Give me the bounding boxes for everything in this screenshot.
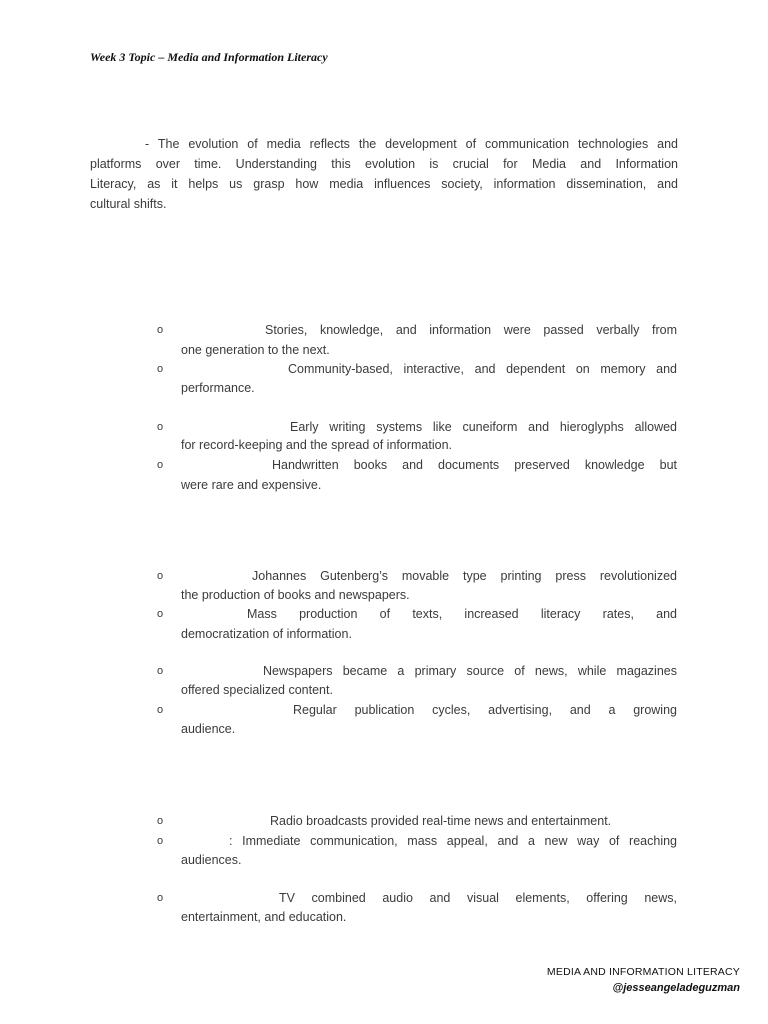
page-header-title: Week 3 Topic – Media and Information Literacy [90,50,328,64]
bullet-marker: o [157,421,164,433]
intro-line: cultural shifts. [90,197,167,211]
bullet-line: Radio broadcasts provided real-time news and entertainment. [270,814,612,828]
intro-line: - The evolution of media reflects the development of communication technologies and [145,137,678,151]
bullet-marker: o [157,570,164,582]
bullet-line: were rare and expensive. [181,478,322,492]
bullet-line: entertainment, and education. [181,910,347,924]
bullet-marker: o [157,324,164,336]
bullet-line: the production of books and newspapers. [181,588,410,602]
bullet-marker: o [157,815,164,827]
intro-line: Literacy, as it helps us grasp how media influences society, information dissemination, and [90,177,678,191]
bullet-marker: o [157,835,164,847]
footer-author-handle: @jesseangeladeguzman [612,982,740,994]
bullet-line: performance. [181,381,255,395]
bullet-line: audiences. [181,853,242,867]
bullet-line: for record-keeping and the spread of information. [181,438,452,452]
bullet-line: Early writing systems like cuneiform and hieroglyphs allowed [290,420,677,434]
intro-line: platforms over time. Understanding this evolution is crucial for Media and Information [90,157,678,171]
bullet-line: offered specialized content. [181,683,333,697]
bullet-line: Newspapers became a primary source of news, while magazines [263,664,677,678]
footer-course-title: MEDIA AND INFORMATION LITERACY [546,966,740,978]
bullet-marker: o [157,704,164,716]
bullet-line: TV combined audio and visual elements, offering news, [279,891,677,905]
bullet-marker: o [157,665,164,677]
bullet-line: Community-based, interactive, and dependent on memory and [288,362,677,376]
bullet-line: Stories, knowledge, and information were passed verbally from [265,323,677,337]
bullet-marker: o [157,608,164,620]
bullet-line: Johannes Gutenberg’s movable type printing press revolutionized [252,569,677,583]
bullet-line: : Immediate communication, mass appeal, and a new way of reaching [229,834,677,848]
bullet-marker: o [157,459,164,471]
bullet-line: Mass production of texts, increased literacy rates, and [247,607,677,621]
bullet-line: Handwritten books and documents preserved knowledge but [272,458,677,472]
bullet-line: audience. [181,722,236,736]
bullet-line: one generation to the next. [181,343,330,357]
bullet-marker: o [157,892,164,904]
bullet-line: Regular publication cycles, advertising, and a growing [293,703,677,717]
bullet-line: democratization of information. [181,627,352,641]
bullet-marker: o [157,363,164,375]
